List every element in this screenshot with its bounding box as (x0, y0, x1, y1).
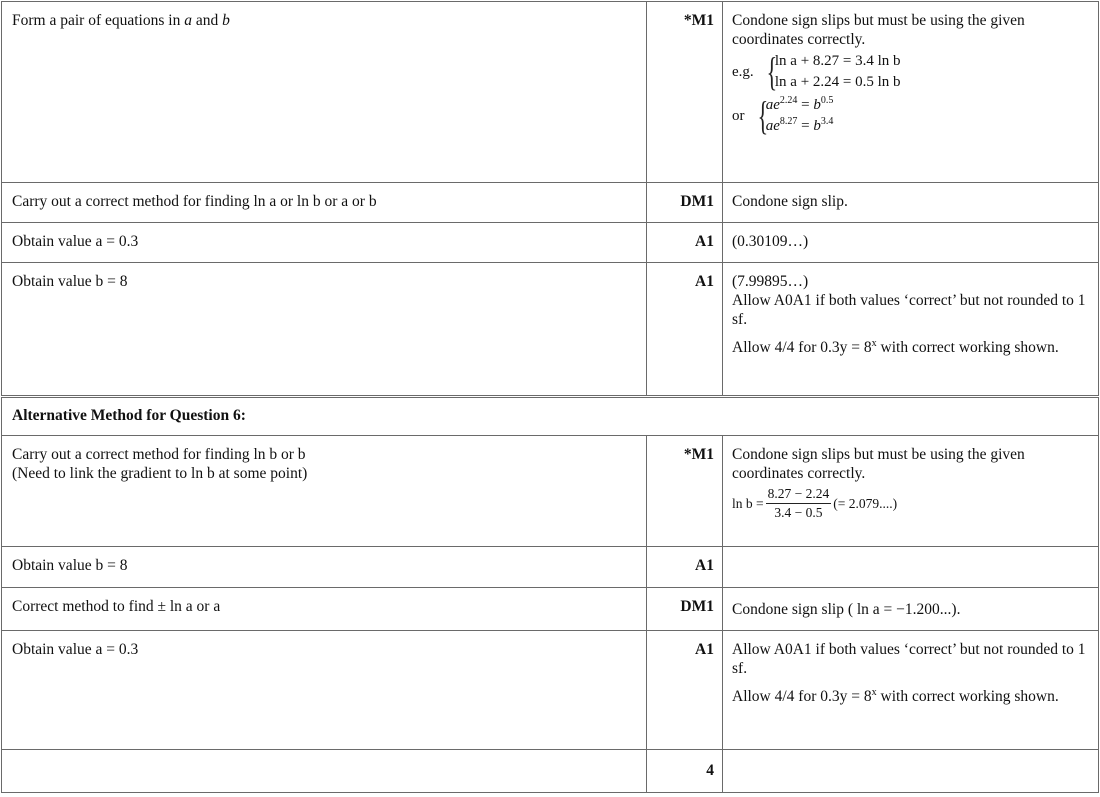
total-marks: 4 (706, 762, 714, 779)
row-description: Correct method to find ± ln a or a (12, 598, 221, 615)
table-row (2, 588, 1099, 631)
guidance-text: Allow A0A1 if both values ‘correct’ but not rounded to 1 sf. (732, 292, 1086, 328)
equation-system-log (732, 51, 1090, 93)
guidance-text: (7.99895…) (732, 273, 809, 290)
table-row (2, 631, 1099, 750)
mark-scheme-table (1, 1, 1099, 793)
row-description: Carry out a correct method for finding ln b or b (Need to link the gradient to ln b at some point) (12, 446, 308, 482)
mark-cell (647, 2, 723, 183)
mark-code: *M1 (683, 446, 714, 463)
mark-code: *M1 (683, 12, 714, 29)
mark-code: A1 (695, 233, 714, 250)
guidance-text: Allow 4/4 for $0.3y = 8^x$ with correct working shown. (732, 338, 1059, 356)
mark-code: A1 (695, 557, 714, 574)
guidance-cell (723, 2, 1099, 183)
mark-code: DM1 (680, 598, 714, 615)
row-description: Obtain value b = 8 (12, 273, 128, 290)
table-row (2, 398, 1099, 436)
brace-icon: { (766, 49, 777, 94)
row-description: Obtain value b = 8 (12, 557, 128, 574)
brace-icon: { (757, 93, 768, 138)
total-row (2, 750, 1099, 793)
row-description: Obtain value a = 0.3 (12, 233, 139, 250)
mark-code: A1 (695, 273, 714, 290)
guidance-text: Allow A0A1 if both values ‘correct’ but not rounded to 1 sf. (732, 641, 1086, 677)
table-row (2, 547, 1099, 588)
example-label: e.g. (732, 63, 754, 80)
formula: ln b = $\frac{8.27 - 2.24}{3.4 - 0.5}$ (= 2.079....) (732, 486, 898, 520)
mark-code: A1 (695, 641, 714, 658)
equation-system-exp (732, 95, 1090, 137)
mark-code: DM1 (680, 193, 714, 210)
guidance-text: Condone sign slips but must be using the given coordinates correctly. (732, 12, 1025, 48)
equation-line: $ae^{8.27} = b^{3.4}$ (765, 116, 834, 134)
row-description: Obtain value a = 0.3 (12, 641, 139, 658)
table-row (2, 436, 1099, 547)
guidance-text: Condone sign slip ( ln a = −1.200...). (732, 601, 961, 618)
guidance-text: Condone sign slips but must be using the given coordinates correctly. (732, 446, 1025, 482)
row-description: Form a pair of equations in a and b (12, 12, 230, 29)
description-cell (2, 2, 647, 183)
guidance-text (723, 547, 1098, 556)
equation-line: ln a + 2.24 = 0.5 ln b (774, 74, 901, 90)
row-description: Carry out a correct method for finding ln a or ln b or a or b (12, 193, 377, 210)
equation-line: $ae^{2.24} = b^{0.5}$ (765, 95, 834, 113)
table-row (2, 263, 1099, 396)
table-row (2, 223, 1099, 263)
equation-line: ln a + 8.27 = 3.4 ln b (774, 53, 901, 69)
table-row (2, 2, 1099, 183)
alternative-method-header: Alternative Method for Question 6: (12, 407, 246, 424)
table-row (2, 183, 1099, 223)
or-label: or (732, 107, 745, 124)
guidance-text: Condone sign slip. (732, 193, 848, 210)
guidance-text: Allow 4/4 for $0.3y = 8^x$ with correct working shown. (732, 687, 1059, 705)
guidance-text: (0.30109…) (732, 233, 809, 250)
